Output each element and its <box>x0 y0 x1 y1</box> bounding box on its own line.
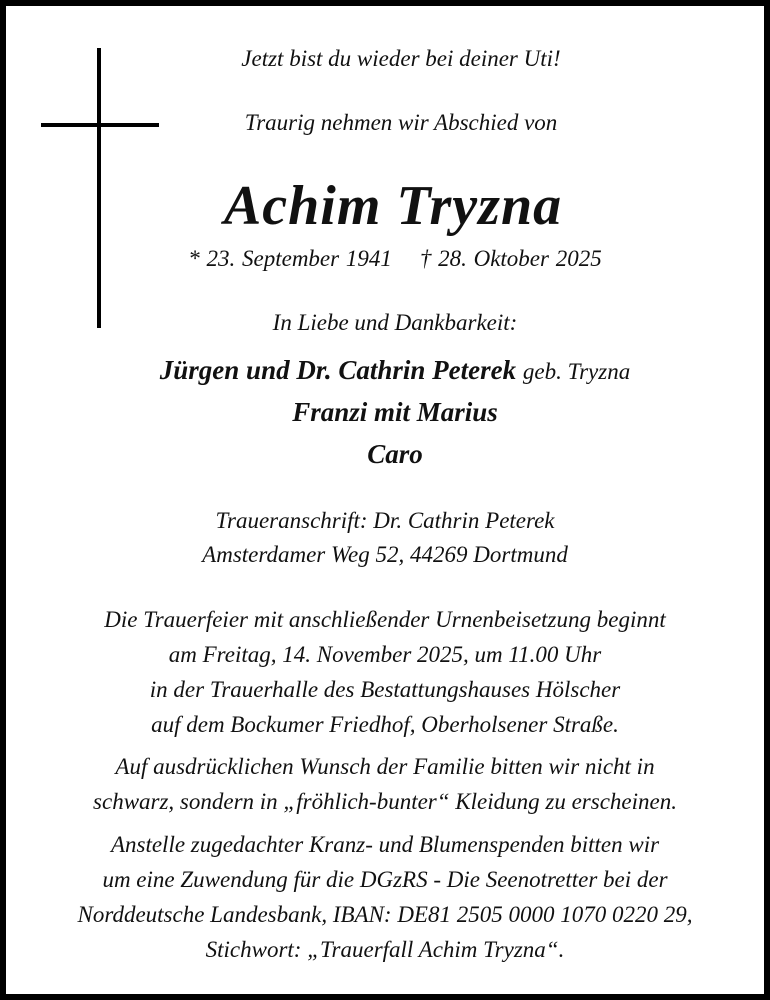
deceased-name: Achim Tryzna <box>223 175 563 237</box>
ceremony-line: am Freitag, 14. November 2025, um 11.00 Uhr <box>168 642 602 667</box>
mourning-address-line: Traueranschrift: Dr. Cathrin Peterek <box>215 508 555 533</box>
motto: Jetzt bist du wieder bei deiner Uti! <box>241 46 561 71</box>
mourning-address-line: Amsterdamer Weg 52, 44269 Dortmund <box>202 542 568 567</box>
ceremony-line: auf dem Bockumer Friedhof, Oberholsener Straße. <box>151 712 619 737</box>
family-member-name: Franzi mit Marius <box>292 397 498 427</box>
obituary-notice <box>6 6 764 994</box>
life-dates <box>16 246 770 272</box>
ceremony-line: Die Trauerfeier mit anschließender Urnenbeisetzung beginnt <box>104 607 666 632</box>
thanks-text: In Liebe und Dankbarkeit: <box>272 310 518 335</box>
family-member-name: Jürgen und Dr. Cathrin Peterek <box>159 355 517 385</box>
family-member <box>16 397 770 428</box>
family-member-name: Caro <box>367 439 423 469</box>
family-member <box>16 355 770 386</box>
intro-text: Traurig nehmen wir Abschied von <box>244 110 558 135</box>
donation-line: Stichwort: „Trauerfall Achim Tryzna“. <box>205 937 565 962</box>
dress-request-line: Auf ausdrücklichen Wunsch der Familie bitten wir nicht in <box>115 754 655 779</box>
family-member-note: geb. Tryzna <box>522 359 631 384</box>
family-member <box>16 439 770 470</box>
ceremony-line: in der Trauerhalle des Bestattungshauses Hölscher <box>149 677 621 702</box>
donation-line: Norddeutsche Landesbank, IBAN: DE81 2505 0000 1070 0220 29, <box>77 902 693 927</box>
donation-line: Anstelle zugedachter Kranz- und Blumenspenden bitten wir <box>110 832 660 857</box>
donation-line: um eine Zuwendung für die DGzRS - Die Seenotretter bei der <box>102 867 668 892</box>
death-date: † 28. Oktober 2025 <box>419 246 602 271</box>
dress-request-line: schwarz, sondern in „fröhlich-bunter“ Kleidung zu erscheinen. <box>93 789 677 814</box>
birth-date: * 23. September 1941 <box>188 246 392 271</box>
